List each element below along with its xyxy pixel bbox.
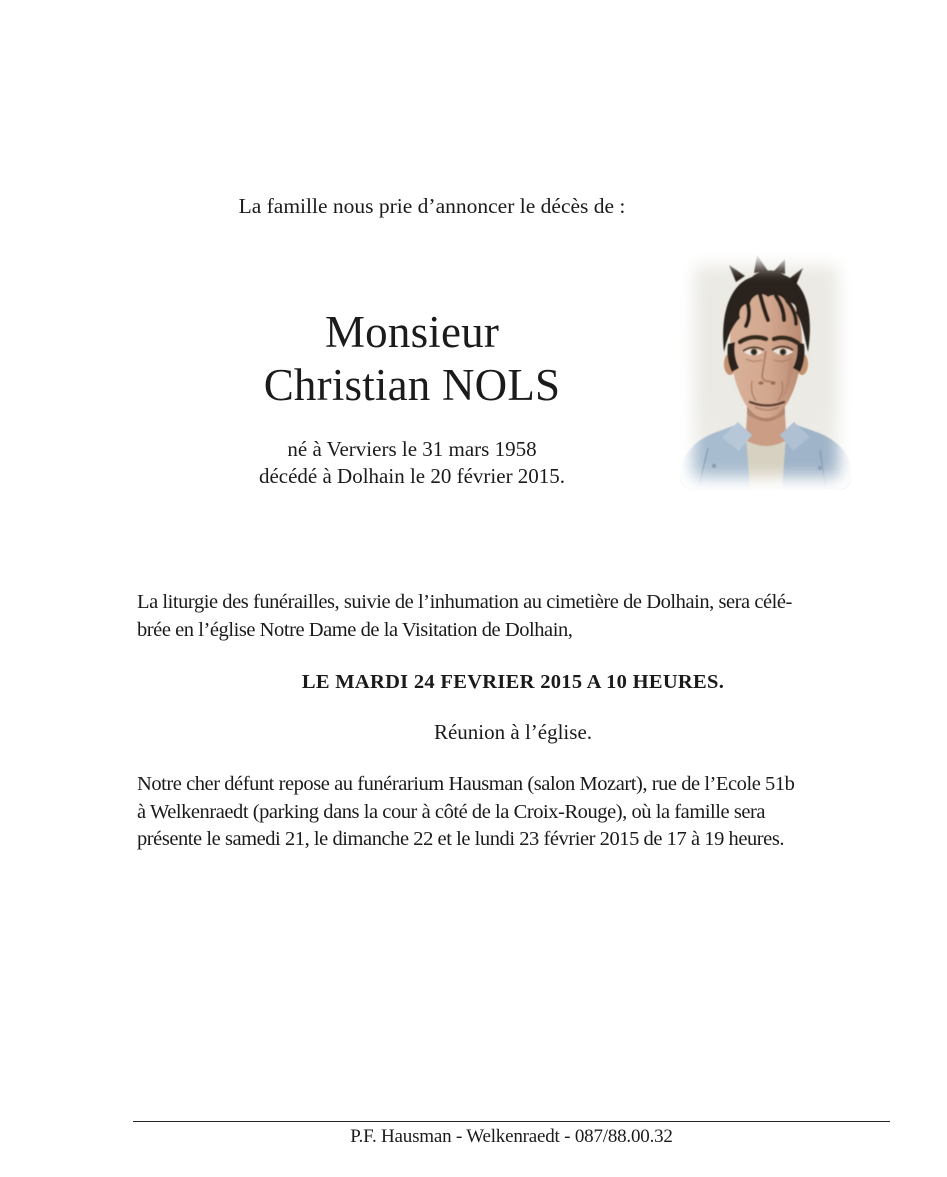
body-line: La liturgie des funérailles, suivie de l’inhumation au cimetière de Dolhain, sera célé-: [137, 591, 792, 613]
repose-paragraph: [137, 771, 794, 854]
pupil-right: [782, 351, 785, 354]
jacket-button-left: [712, 464, 716, 468]
portrait-illustration: [680, 252, 852, 490]
deceased-title: Monsieur: [324, 307, 500, 357]
body-line: à Welkenraedt (parking dans la cour à côté de la Croix-Rouge), où la famille sera: [137, 800, 766, 823]
ceremony-date-line: LE MARDI 24 FEVRIER 2015 A 10 HEURES.: [301, 671, 725, 693]
jacket-button-right: [818, 466, 822, 470]
footer-divider: [133, 1121, 890, 1122]
nostril-right: [770, 381, 775, 385]
body-line: brée en l’église Notre Dame de la Visitation de Dolhain,: [137, 618, 573, 641]
nostril-left: [758, 381, 763, 385]
deceased-portrait-photo: [680, 252, 852, 490]
body-line: présente le samedi 21, le dimanche 22 et le lundi 23 février 2015 de 17 à 19 heures.: [137, 828, 785, 850]
footer-funeral-home: P.F. Hausman - Welkenraedt - 087/88.00.32: [350, 1126, 673, 1147]
pupil-left: [753, 351, 756, 354]
deceased-name: Christian NOLS: [263, 360, 561, 410]
body-line: Notre cher défunt repose au funérarium Hausman (salon Mozart), rue de l’Ecole 51b: [137, 773, 795, 795]
intro-line: La famille nous prie d’annoncer le décès de :: [238, 194, 626, 218]
death-line: décédé à Dolhain le 20 février 2015.: [258, 464, 566, 488]
funeral-paragraph: [137, 589, 792, 644]
meeting-line: Réunion à l’église.: [433, 720, 593, 744]
birth-line: né à Verviers le 31 mars 1958: [287, 437, 537, 461]
